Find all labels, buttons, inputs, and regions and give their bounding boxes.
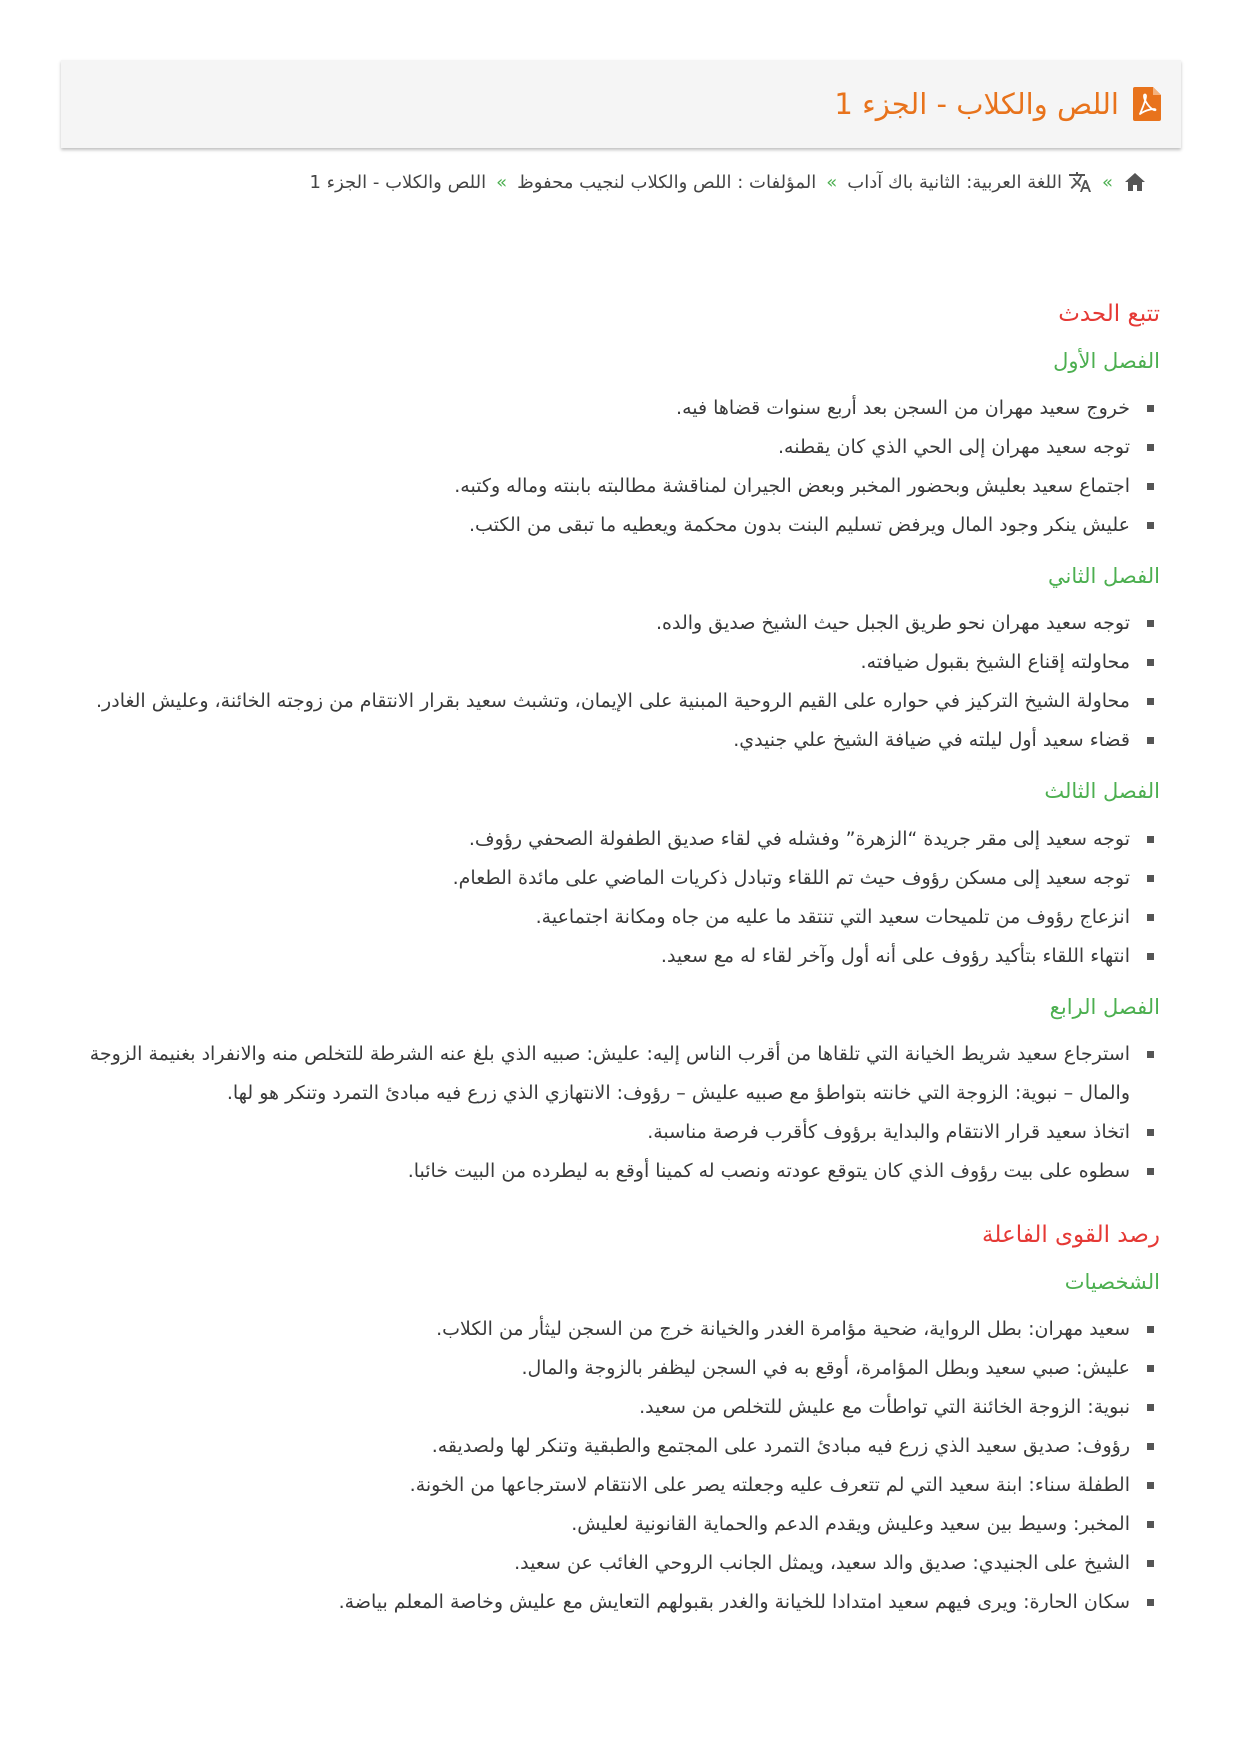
article-content bbox=[70, 300, 1170, 1622]
list-item: رؤوف: صديق سعيد الذي زرع فيه مبادئ التمرد على المجتمع والطبقية وتنكر لها ولصديقه. bbox=[70, 1427, 1160, 1466]
page-header bbox=[61, 60, 1181, 148]
list-item: انتهاء اللقاء بتأكيد رؤوف على أنه أول وآخر لقاء له مع سعيد. bbox=[70, 937, 1160, 976]
list-item: الشيخ على الجنيدي: صديق والد سعيد، ويمثل الجانب الروحي الغائب عن سعيد. bbox=[70, 1544, 1160, 1583]
breadcrumb-item-works[interactable]: المؤلفات : اللص والكلاب لنجيب محفوظ bbox=[517, 171, 817, 193]
chapter-title: الشخصيات bbox=[1064, 1269, 1160, 1294]
list-item: محاولته إقناع الشيخ بقبول ضيافته. bbox=[70, 643, 1160, 682]
list-item: عليش ينكر وجود المال ويرفض تسليم البنت بدون محكمة ويعطيه ما تبقى من الكتب. bbox=[70, 506, 1160, 545]
breadcrumb-separator: » bbox=[1101, 171, 1113, 193]
list-item: توجه سعيد إلى مقر جريدة “الزهرة” وفشله في لقاء صديق الطفولة الصحفي رؤوف. bbox=[70, 820, 1160, 859]
list-item: توجه سعيد مهران نحو طريق الجبل حيث الشيخ صديق والده. bbox=[70, 604, 1160, 643]
event-list bbox=[70, 1035, 1170, 1191]
breadcrumb-separator: » bbox=[826, 171, 838, 193]
section-spacer bbox=[70, 1191, 1170, 1221]
home-icon[interactable] bbox=[1123, 170, 1147, 194]
list-item: المخبر: وسيط بين سعيد وعليش ويقدم الدعم والحماية القانونية لعليش. bbox=[70, 1505, 1160, 1544]
event-list bbox=[70, 604, 1170, 760]
list-item: قضاء سعيد أول ليلته في ضيافة الشيخ علي جنيدي. bbox=[70, 721, 1160, 760]
character-list bbox=[70, 1310, 1170, 1622]
list-item: استرجاع سعيد شريط الخيانة التي تلقاها من أقرب الناس إليه: عليش: صبيه الذي بلغ عنه الشرطة للتخلص منه والانفراد بغنيمة الزوجة والمال – نبوية: الزوجة التي خانته بتواطؤ مع صبيه عليش – رؤوف: الانتهازي الذي زرع فيه مبادئ التمرد وتنكر هو لها. bbox=[70, 1035, 1160, 1113]
list-item: الطفلة سناء: ابنة سعيد التي لم تتعرف عليه وجعلته يصر على الانتقام لاسترجاعها من الخونة. bbox=[70, 1466, 1160, 1505]
chapter-title: الفصل الأول bbox=[1053, 348, 1160, 373]
list-item: سطوه على بيت رؤوف الذي كان يتوقع عودته ونصب له كمينا أوقع به ليطرده من البيت خائبا. bbox=[70, 1152, 1160, 1191]
breadcrumb-separator: » bbox=[496, 171, 508, 193]
list-item: سكان الحارة: ويرى فيهم سعيد امتدادا للخيانة والغدر بقبولهم التعايش مع عليش وخاصة المعلم بياضة. bbox=[70, 1583, 1160, 1622]
list-item: خروج سعيد مهران من السجن بعد أربع سنوات قضاها فيه. bbox=[70, 389, 1160, 428]
event-list bbox=[70, 389, 1170, 545]
chapter-title: الفصل الرابع bbox=[1049, 994, 1160, 1019]
list-item: نبوية: الزوجة الخائنة التي تواطأت مع عليش للتخلص من سعيد. bbox=[70, 1388, 1160, 1427]
section-title: رصد القوى الفاعلة bbox=[982, 1222, 1160, 1249]
event-list bbox=[70, 820, 1170, 976]
list-item: اتخاذ سعيد قرار الانتقام والبداية برؤوف كأقرب فرصة مناسبة. bbox=[70, 1113, 1160, 1152]
list-item: توجه سعيد مهران إلى الحي الذي كان يقطنه. bbox=[70, 428, 1160, 467]
list-item: توجه سعيد إلى مسكن رؤوف حيث تم اللقاء وتبادل ذكريات الماضي على مائدة الطعام. bbox=[70, 859, 1160, 898]
translate-icon bbox=[1068, 170, 1092, 194]
list-item: محاولة الشيخ التركيز في حواره على القيم الروحية المبنية على الإيمان، وتشبث سعيد بقرار الانتقام من زوجته الخائنة، وعليش الغادر. bbox=[70, 682, 1160, 721]
list-item: عليش: صبي سعيد وبطل المؤامرة، أوقع به في السجن ليظفر بالزوجة والمال. bbox=[70, 1349, 1160, 1388]
chapter-title: الفصل الثاني bbox=[1048, 564, 1160, 589]
pdf-icon bbox=[1133, 87, 1161, 121]
list-item: انزعاج رؤوف من تلميحات سعيد التي تنتقد ما عليه من جاه ومكانة اجتماعية. bbox=[70, 898, 1160, 937]
page-title: اللص والكلاب - الجزء 1 bbox=[834, 86, 1119, 121]
breadcrumb-item-current: اللص والكلاب - الجزء 1 bbox=[309, 171, 487, 193]
list-item: اجتماع سعيد بعليش وبحضور المخبر وبعض الجيران لمناقشة مطالبته بابنته وماله وكتبه. bbox=[70, 467, 1160, 506]
list-item: سعيد مهران: بطل الرواية، ضحية مؤامرة الغدر والخيانة خرج من السجن ليثأر من الكلاب. bbox=[70, 1310, 1160, 1349]
breadcrumb-item-subject[interactable]: اللغة العربية: الثانية باك آداب bbox=[847, 171, 1062, 193]
section-title: تتبع الحدث bbox=[1058, 301, 1160, 327]
breadcrumb bbox=[97, 170, 1147, 194]
chapter-title: الفصل الثالث bbox=[1044, 779, 1160, 804]
